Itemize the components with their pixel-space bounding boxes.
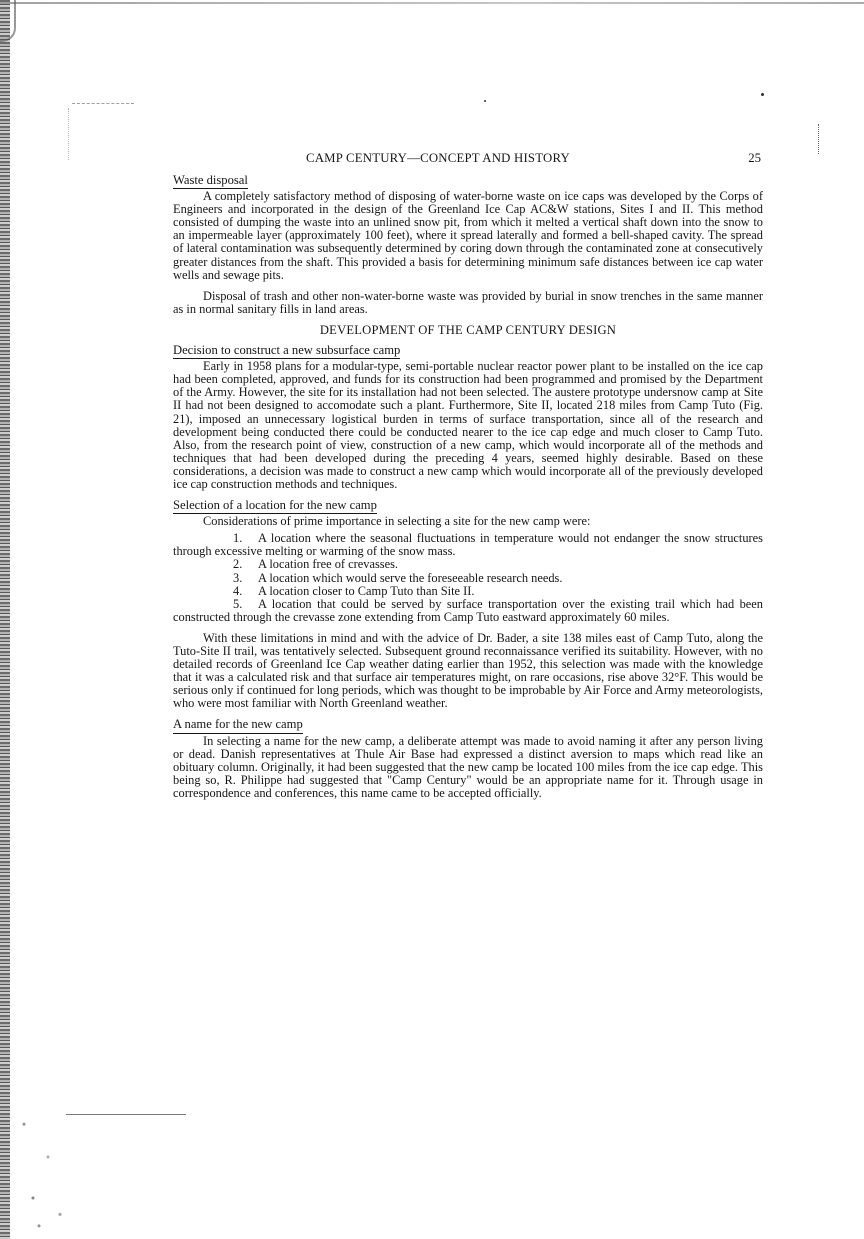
section-naming	[173, 718, 763, 800]
list-number: 3.	[233, 570, 243, 585]
scan-speck	[761, 93, 764, 96]
scan-dash-mark	[72, 103, 134, 105]
section-waste-disposal	[173, 174, 763, 316]
scan-speck	[484, 100, 486, 102]
paragraph: With these limitations in mind and with the advice of Dr. Bader, a site 138 miles east of Camp Tuto, along the Tuto-Site II trail, was tentatively selected. Subsequent ground reconnaissance verified its suitability. However, with no detailed records of Greenland Ice Cap weather dating earlier than 1952, this selection was made with the knowledge that it was a calculated risk and that surface air temperatures might, on rare occasions, rise above 32°F. This would be serious only if continued for long periods, which was thought to be improbable by Air Force and Army meteorologists, who were most familiar with North Greenland weather.	[173, 630, 763, 711]
list-text: A location which would serve the foreseeable research needs.	[258, 570, 563, 585]
list-number: 5.	[233, 596, 243, 611]
scan-page-curl	[0, 0, 16, 42]
document-page	[173, 152, 763, 803]
scan-bottom-rule	[66, 1114, 186, 1115]
scan-binding-edge	[0, 0, 10, 1239]
running-title: CAMP CENTURY—CONCEPT AND HISTORY	[306, 151, 570, 165]
section-decision	[173, 344, 763, 491]
section-heading: A name for the new camp	[173, 718, 303, 733]
list-number: 1.	[233, 531, 243, 546]
list-number: 4.	[233, 583, 243, 598]
chapter-heading: DEVELOPMENT OF THE CAMP CENTURY DESIGN	[319, 322, 617, 337]
page-number: 25	[748, 151, 761, 165]
scan-tick-mark	[818, 124, 820, 154]
criteria-list	[173, 532, 763, 624]
scan-edge-line	[0, 2, 864, 4]
list-item	[173, 598, 763, 624]
scan-dot-trail	[68, 108, 70, 160]
running-header	[173, 152, 763, 168]
paragraph: In selecting a name for the new camp, a deliberate attempt was made to avoid naming it after any person living or dead. Danish representatives at Thule Air Base had expressed a distinct aversion to maps which read like an obituary column. Originally, it had been suggested that the new camp be located 100 miles from the ice cap edge. This being so, R. Philippe had suggested that "Camp Century" would be an appropriate name for it. Through usage in correspondence and conferences, this name came to be accepted officially.	[173, 733, 763, 800]
section-heading: Decision to construct a new subsurface camp	[173, 344, 400, 359]
list-text: A location where the seasonal fluctuations in temperature would not endanger the snow structures through excessive melting or warming of the snow mass.	[173, 531, 763, 559]
list-item	[173, 532, 763, 558]
scan-noise	[12, 1075, 72, 1239]
section-selection	[173, 499, 763, 710]
list-text: A location closer to Camp Tuto than Site II.	[258, 583, 475, 598]
paragraph: Considerations of prime importance in selecting a site for the new camp were:	[203, 514, 591, 529]
list-number: 2.	[233, 557, 243, 572]
paragraph: Disposal of trash and other non-water-borne waste was provided by burial in snow trenches in the same manner as in normal sanitary fills in land areas.	[173, 288, 763, 316]
paragraph: A completely satisfactory method of disposing of water-borne waste on ice caps was developed by the Corps of Engineers and incorporated in the design of the Greenland Ice Cap AC&W stations, Sites I and II. This method consisted of dumping the waste into an unlined snow pit, from which it melted a vertical shaft down into the snow to an impermeable layer (approximately 100 feet), where it spread laterally and formed a bell-shaped cavity. The spread of lateral contamination was subsequently determined by coring down through the contaminated zone at consecutively greater distances from the shaft. This provided a basis for determining minimum safe distances between ice cap water wells and sewage pits.	[173, 189, 763, 282]
section-heading: Waste disposal	[173, 174, 248, 189]
list-text: A location that could be served by surface transportation over the existing trail which had been constructed through the crevasse zone extending from Camp Tuto eastward approximately 60 miles.	[173, 596, 763, 624]
paragraph: Early in 1958 plans for a modular-type, semi-portable nuclear reactor power plant to be installed on the ice cap had been completed, approved, and funds for its construction had been programmed and promised by the Department of the Army. However, the site for its installation had not been selected. The austere prototype undersnow camp at Site II had not been designed to accomodate such a plant. Furthermore, Site II, located 218 miles from Camp Tuto (Fig. 21), imposed an unnecessary logistical burden in terms of surface transportation, since all of the research and development being conducted there could be conducted nearer to the ice cap edge and much closer to Camp Tuto. Also, from the research point of view, construction of a new camp, which would incorporate all of the methods and techniques that had been developed during the preceding 4 years, seemed highly desirable. Based on these considerations, a decision was made to construct a new camp which would incorporate all of the previously developed ice cap construction methods and techniques.	[173, 359, 763, 491]
list-text: A location free of crevasses.	[258, 557, 399, 572]
section-heading: Selection of a location for the new camp	[173, 499, 377, 514]
